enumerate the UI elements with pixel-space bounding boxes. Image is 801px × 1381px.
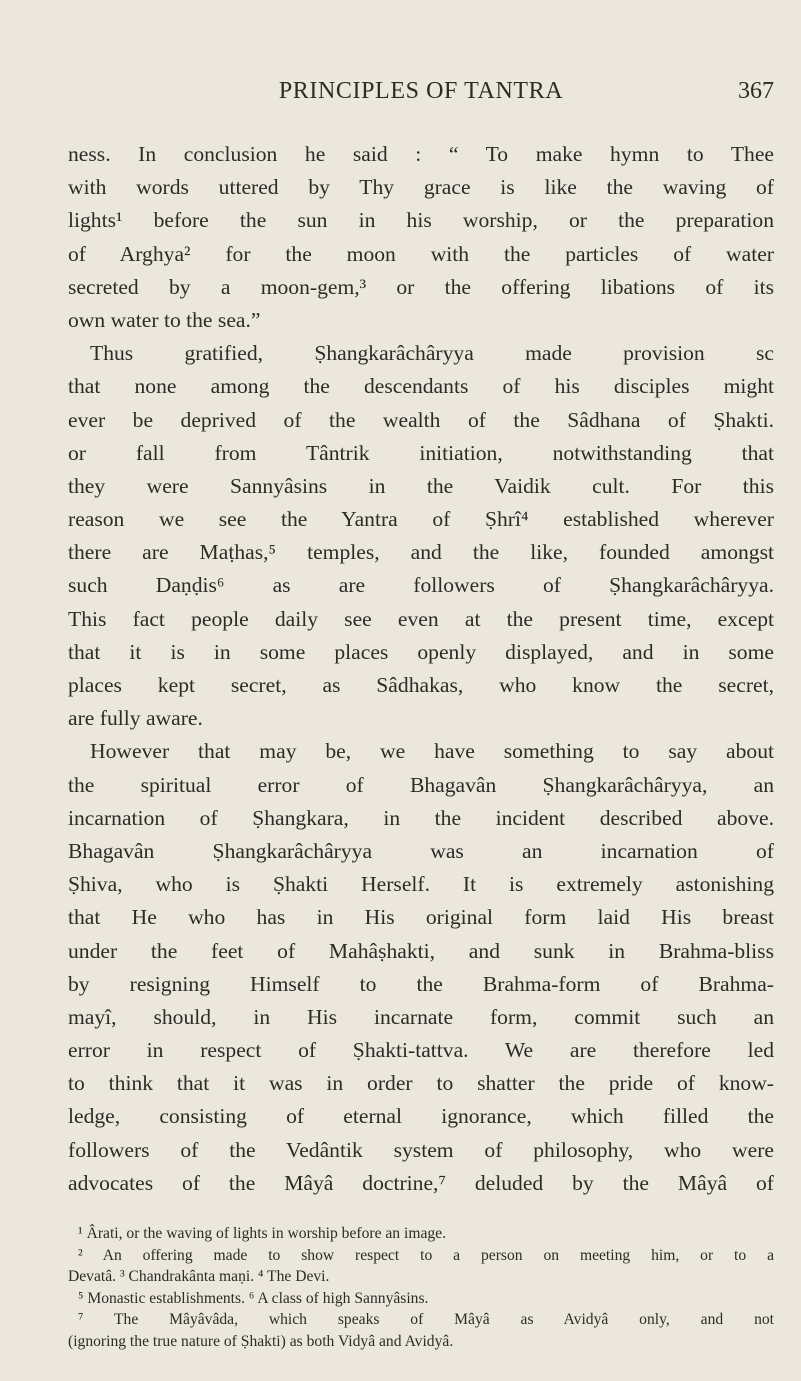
text-line: places kept secret, as Sâdhakas, who know the secret, bbox=[68, 673, 774, 697]
running-title: PRINCIPLES OF TANTRA bbox=[278, 78, 564, 104]
text-line: ever be deprived of the wealth of the Sâdhana of Ṣhakti. bbox=[68, 407, 774, 432]
text-line: reason we see the Yantra of Ṣhrî⁴ established wherever bbox=[68, 507, 774, 532]
text-line: However that may be, we have something to say about bbox=[90, 739, 774, 764]
footnotes bbox=[68, 1223, 774, 1352]
text-line: there are Maṭhas,⁵ temples, and the like, founded amongst bbox=[68, 540, 774, 565]
footnote-line: ⁷ The Mâyâvâda, which speaks of Mâyâ as Avidyâ only, and not bbox=[78, 1311, 774, 1328]
text-line: that He who has in His original form laid His breast bbox=[68, 905, 774, 930]
text-line: with words uttered by Thy grace is like the waving of bbox=[68, 175, 774, 200]
text-line: such Daṇḍis⁶ as are followers of Ṣhangkarâchâryya. bbox=[68, 573, 774, 598]
page-header bbox=[68, 78, 774, 110]
text-line: mayî, should, in His incarnate form, commit such an bbox=[68, 1004, 774, 1029]
text-line: error in respect of Ṣhakti-tattva. We are therefore led bbox=[68, 1038, 774, 1063]
body-text bbox=[68, 138, 774, 1200]
page-number: 367 bbox=[738, 78, 774, 104]
text-line: of Arghya² for the moon with the particles of water bbox=[68, 241, 774, 266]
footnote-line: Devatâ. ³ Chandrakânta maṇi. ⁴ The Devi. bbox=[68, 1268, 330, 1285]
text-line: they were Sannyâsins in the Vaidik cult. For this bbox=[68, 473, 774, 498]
text-line: followers of the Vedântik system of philosophy, who were bbox=[68, 1137, 774, 1162]
footnote-line: ⁵ Monastic establishments. ⁶ A class of high Sannyâsins. bbox=[78, 1289, 429, 1307]
text-line: or fall from Tântrik initiation, notwithstanding that bbox=[68, 440, 774, 465]
text-line: ledge, consisting of eternal ignorance, which filled the bbox=[68, 1104, 774, 1129]
footnote-line: ² An offering made to show respect to a person on meeting him, or to a bbox=[78, 1246, 774, 1264]
text-line: by resigning Himself to the Brahma-form of Brahma- bbox=[68, 971, 774, 996]
text-line: secreted by a moon-gem,³ or the offering libations of its bbox=[68, 274, 774, 299]
text-line: that none among the descendants of his disciples might bbox=[68, 374, 774, 399]
text-line: to think that it was in order to shatter the pride of know- bbox=[68, 1071, 774, 1096]
text-line: own water to the sea.” bbox=[68, 307, 261, 332]
text-line: Ṣhiva, who is Ṣhakti Herself. It is extremely astonishing bbox=[68, 872, 774, 897]
text-line: are fully aware. bbox=[68, 706, 203, 731]
text-line: the spiritual error of Bhagavân Ṣhangkarâchâryya, an bbox=[68, 772, 774, 797]
text-line: This fact people daily see even at the present time, except bbox=[68, 606, 774, 631]
footnote-line: (ignoring the true nature of Ṣhakti) as both Vidyâ and Avidyâ. bbox=[68, 1332, 454, 1350]
text-line: Thus gratified, Ṣhangkarâchâryya made provision sc bbox=[90, 341, 774, 366]
text-line: ness. In conclusion he said : “ To make hymn to Thee bbox=[68, 142, 774, 166]
text-line: incarnation of Ṣhangkara, in the incident described above. bbox=[68, 805, 774, 830]
text-line: lights¹ before the sun in his worship, or the preparation bbox=[68, 208, 774, 233]
text-line: under the feet of Mahâṣhakti, and sunk in Brahma-bliss bbox=[68, 938, 774, 963]
text-line: advocates of the Mâyâ doctrine,⁷ deluded by the Mâyâ of bbox=[68, 1170, 774, 1195]
text-line: that it is in some places openly displayed, and in some bbox=[68, 639, 774, 664]
text-line: Bhagavân Ṣhangkarâchâryya was an incarnation of bbox=[68, 838, 774, 863]
footnote-line: ¹ Ârati, or the waving of lights in worship before an image. bbox=[78, 1225, 447, 1242]
